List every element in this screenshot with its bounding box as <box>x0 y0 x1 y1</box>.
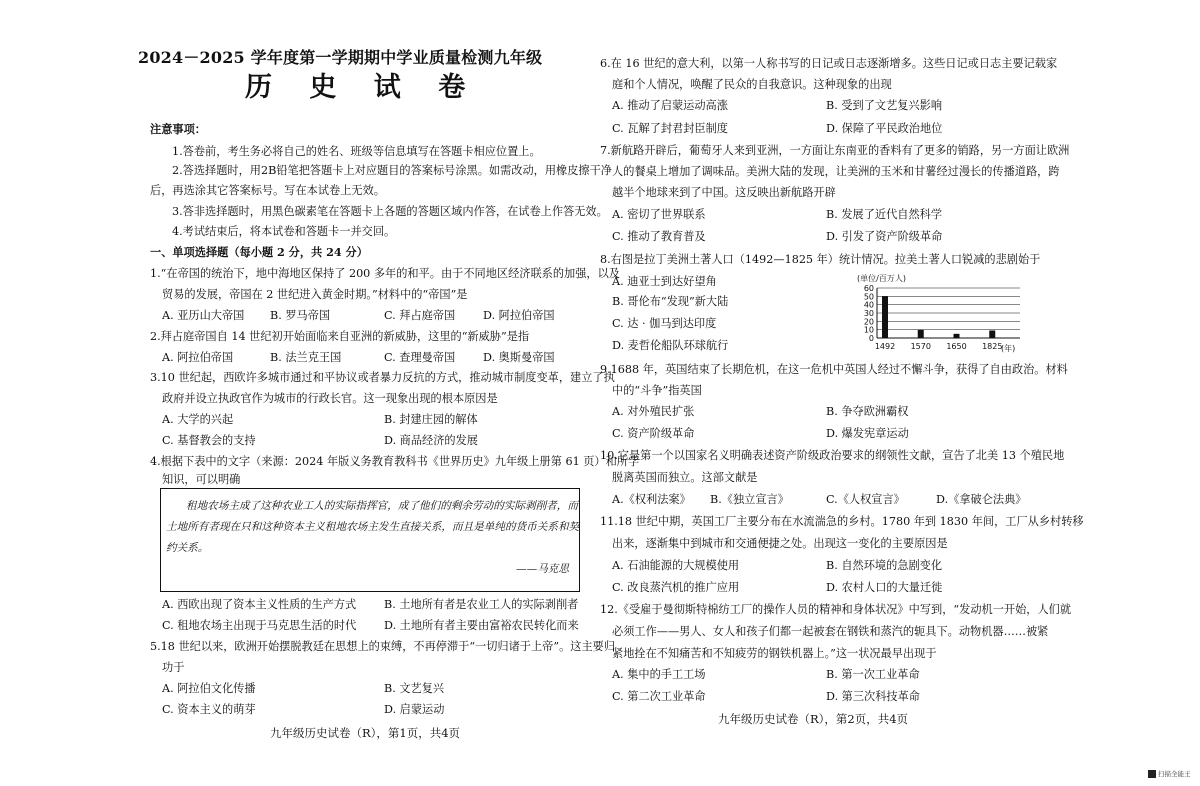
q8-option-d: D. 麦哲伦船队环球航行 <box>612 339 729 352</box>
q3-option-a: A. 大学的兴起 <box>162 413 234 426</box>
q2-option-c: C. 查理曼帝国 <box>384 351 456 364</box>
notes-heading: 注意事项： <box>150 122 206 136</box>
q2-text-1: 2.拜占庭帝国自 14 世纪初开始面临来自亚洲的新威胁，这里的“新威胁”是指 <box>150 330 530 343</box>
q12-option-c: C. 第二次工业革命 <box>612 690 706 703</box>
q7-option-b: B. 发展了近代自然科学 <box>826 208 943 221</box>
chart-x-axis-label: (年) <box>1001 344 1016 353</box>
chart-y-tick-label: 20 <box>863 317 874 327</box>
q3-text-2: 政府并设立执政官作为城市的行政长官。这一现象出现的根本原因是 <box>162 392 498 405</box>
q1-text-1: 1.“在帝国的统治下，地中海地区保持了 200 多年的和平。由于不同地区经济联系的加强，以及 <box>150 267 620 280</box>
quote-line-3: 约关系。 <box>166 542 209 554</box>
q6-option-c: C. 瓦解了封君封臣制度 <box>612 122 728 135</box>
q1-option-b: B. 罗马帝国 <box>270 309 331 322</box>
chart-x-tick-label: 1492 <box>874 342 896 351</box>
q6-text-1: 6.在 16 世纪的意大利，以第一人称书写的日记或日志逐渐增多。这些日记或日志主要记载家 <box>600 57 1058 70</box>
watermark-text: 扫描全能王 <box>1158 770 1191 778</box>
q9-option-b: B. 争夺欧洲霸权 <box>826 405 909 418</box>
q6-option-b: B. 受到了文艺复兴影响 <box>826 99 943 112</box>
q7-option-c: C. 推动了教育普及 <box>612 230 706 243</box>
q11-option-d: D. 农村人口的大量迁徙 <box>826 581 943 594</box>
q7-text-1: 7.新航路开辟后，葡萄牙人来到亚洲，一方面让东南亚的香料有了更多的销路，另一方面让欧洲 <box>600 144 1070 157</box>
q10-option-d: D.《拿破仑法典》 <box>936 493 1027 506</box>
chart-bar-1825 <box>989 331 995 339</box>
footer-page-1: 九年级历史试卷（R），第1页，共4页 <box>270 726 461 740</box>
q6-option-d: D. 保障了平民政治地位 <box>826 122 943 135</box>
q1-text-2: 贸易的发展，帝国在 2 世纪进入黄金时期。”材料中的“帝国”是 <box>162 288 468 301</box>
q6-text-2: 庭和个人情况，唤醒了民众的自我意识。这种现象的出现 <box>612 78 892 91</box>
chart-y-axis-label: (单位/百万人) <box>857 274 906 283</box>
q11-option-a: A. 石油能源的大规模使用 <box>612 559 740 572</box>
q2-option-a: A. 阿拉伯帝国 <box>162 351 234 364</box>
q4-option-b: B. 土地所有者是农业工人的实际剥削者 <box>384 598 579 611</box>
q11-text-1: 11.18 世纪中期，英国工厂主要分布在水流湍急的乡村。1780 年到 1830 年间，工厂从乡村转移 <box>600 515 1084 528</box>
q9-text-1: 9.1688 年，英国结束了长期危机，在这一危机中英国人经过不懈斗争，获得了自由政治。材料 <box>600 363 1068 376</box>
q10-text-1: 10.它是第一个以国家名义明确表述资产阶级政治要求的纲领性文献，宣告了北美 13 个殖民地 <box>600 449 1065 462</box>
quote-author: ——马克思 <box>516 563 569 575</box>
chart-bar-1570 <box>918 330 924 338</box>
q3-option-c: C. 基督教会的支持 <box>162 434 256 447</box>
q4-option-d: D. 土地所有者主要由富裕农民转化而来 <box>384 619 579 632</box>
chart-x-ticks <box>875 342 1003 351</box>
q11-option-c: C. 改良蒸汽机的推广应用 <box>612 581 740 594</box>
q9-text-2: 中的“斗争”指英国 <box>612 384 702 397</box>
q10-option-a: A.《权利法案》 <box>612 493 691 506</box>
quote-line-2: 土地所有者现在只和这种资本主义租地农场主发生直接关系，而且是单纯的货币关系和契 <box>166 521 580 533</box>
q5-option-c: C. 资本主义的萌芽 <box>162 703 256 716</box>
quote-line-1: 租地农场主成了这种农业工人的实际指挥官，成了他们的剩余劳动的实际剥削者，而 <box>186 500 578 512</box>
chart-bar-1492 <box>882 296 888 338</box>
q9-option-a: A. 对外殖民扩张 <box>612 405 695 418</box>
chart-x-tick-label: 1825 <box>982 342 1003 351</box>
q3-text-1: 3.10 世纪起，西欧许多城市通过和平协议或者暴力反抗的方式，推动城市制度变革，建立了执 <box>150 371 615 384</box>
footer-page-2: 九年级历史试卷（R），第2页，共4页 <box>718 712 909 726</box>
scanner-watermark <box>1148 769 1196 781</box>
q4-option-c: C. 租地农场主出现于马克思生活的时代 <box>162 619 357 632</box>
q8-option-b: B. 哥伦布“发现”新大陆 <box>612 295 729 308</box>
q8-text-1: 8.右图是拉丁美洲土著人口（1492—1825 年）统计情况。拉美土著人口锐减的悲剧始于 <box>600 253 1041 266</box>
chart-x-tick-label: 1570 <box>910 342 931 351</box>
q10-option-b: B.《独立宣言》 <box>710 493 789 506</box>
note-1: 1.答卷前，考生务必将自己的姓名、班级等信息填写在答题卡相应位置上。 <box>172 145 541 158</box>
chart-y-tick-label: 30 <box>863 309 874 318</box>
q4-option-a: A. 西欧出现了资本主义性质的生产方式 <box>162 598 357 611</box>
q12-option-b: B. 第一次工业革命 <box>826 668 920 681</box>
q1-option-c: C. 拜占庭帝国 <box>384 309 456 322</box>
q11-option-b: B. 自然环境的急剧变化 <box>826 559 943 572</box>
note-2-cont: 后，再选涂其它答案标号。写在本试卷上无效。 <box>150 184 385 197</box>
q9-option-c: C. 资产阶级革命 <box>612 427 695 440</box>
q5-option-a: A. 阿拉伯文化传播 <box>162 682 256 695</box>
q6-option-a: A. 推动了启蒙运动高涨 <box>612 99 728 112</box>
q3-option-b: B. 封建庄园的解体 <box>384 413 478 426</box>
q5-option-d: D. 启蒙运动 <box>384 703 445 716</box>
q1-option-d: D. 阿拉伯帝国 <box>483 309 555 322</box>
q4-text-1: 4.根据下表中的文字（来源：2024 年版义务教育教科书《世界历史》九年级上册第 61 页）和所学 <box>150 455 640 468</box>
q10-option-c: C.《人权宣言》 <box>826 493 905 506</box>
note-3: 3.答非选择题时，用黑色碳素笔在答题卡上各题的答题区域内作答，在试卷上作答无效。 <box>172 205 608 218</box>
q1-option-a: A. 亚历山大帝国 <box>162 309 245 322</box>
q10-text-2: 脱离英国而独立。这部文献是 <box>612 471 758 484</box>
chart-y-ticks <box>864 284 874 343</box>
chart-bar-1650 <box>954 334 960 338</box>
q7-option-a: A. 密切了世界联系 <box>612 208 706 221</box>
q7-text-3: 越半个地球来到了中国。这反映出新航路开辟 <box>612 186 836 199</box>
chart-bars <box>882 296 995 338</box>
q5-text-1: 5.18 世纪以来，欧洲开始摆脱教廷在思想上的束缚，不再停滞于“一切归诸于上帝”。这主要归 <box>150 640 616 653</box>
chart-grid <box>877 288 1020 338</box>
note-4: 4.考试结束后，将本试卷和答题卡一并交回。 <box>172 225 396 238</box>
subject-title: 历 史 试 卷 <box>245 72 480 103</box>
q2-option-d: D. 奥斯曼帝国 <box>483 351 555 364</box>
q4-text-2: 知识，可以明确 <box>162 473 241 486</box>
q12-text-2: 必须工作——男人、女人和孩子们都一起被套在钢铁和蒸汽的轭具下。动物机器……被紧 <box>612 625 1049 638</box>
chart-x-tick-label: 1650 <box>946 342 967 351</box>
chart-y-tick-label: 0 <box>868 334 874 343</box>
chart-y-tick-label: 40 <box>863 300 874 310</box>
q8-option-c: C. 达 · 伽马到达印度 <box>612 317 717 330</box>
exam-title: 2024－2025 学年度第一学期期中学业质量检测九年级 <box>138 48 543 67</box>
q2-option-b: B. 法兰克王国 <box>270 351 342 364</box>
qr-icon <box>1148 770 1156 778</box>
q12-option-a: A. 集中的手工工场 <box>612 668 706 681</box>
q5-option-b: B. 文艺复兴 <box>384 682 445 695</box>
q12-text-3: 紧地拴在不知痛苦和不知疲劳的钢铁机器上。”这一状况最早出现于 <box>612 647 937 660</box>
note-2: 2.答选择题时，用2B铅笔把答题卡上对应题目的答案标号涂黑。如需改动，用橡皮擦干净 <box>172 164 612 177</box>
population-chart <box>855 272 1030 354</box>
chart-y-tick-label: 50 <box>863 292 874 302</box>
chart-y-tick-label: 60 <box>863 284 874 293</box>
q12-option-d: D. 第三次科技革命 <box>826 690 920 703</box>
q5-text-2: 功于 <box>162 661 185 674</box>
q12-text-1: 12.《受雇于曼彻斯特棉纺工厂的操作人员的精神和身体状况》中写到，“发动机一开始，人们就 <box>600 603 1072 616</box>
section-heading: 一、单项选择题（每小题 2 分，共 24 分） <box>150 245 368 259</box>
right-page <box>600 0 1200 786</box>
q7-option-d: D. 引发了资产阶级革命 <box>826 230 943 243</box>
q7-text-2: 人的餐桌上增加了调味品。美洲大陆的发现，让美洲的玉米和甘薯经过漫长的传播道路，跨 <box>612 165 1060 178</box>
q8-option-a: A. 迪亚士到达好望角 <box>612 275 717 288</box>
q9-option-d: D. 爆发宪章运动 <box>826 427 909 440</box>
q3-option-d: D. 商品经济的发展 <box>384 434 478 447</box>
chart-y-tick-label: 10 <box>863 325 874 335</box>
q11-text-2: 出来，逐渐集中到城市和交通便捷之处。出现这一变化的主要原因是 <box>612 537 948 550</box>
